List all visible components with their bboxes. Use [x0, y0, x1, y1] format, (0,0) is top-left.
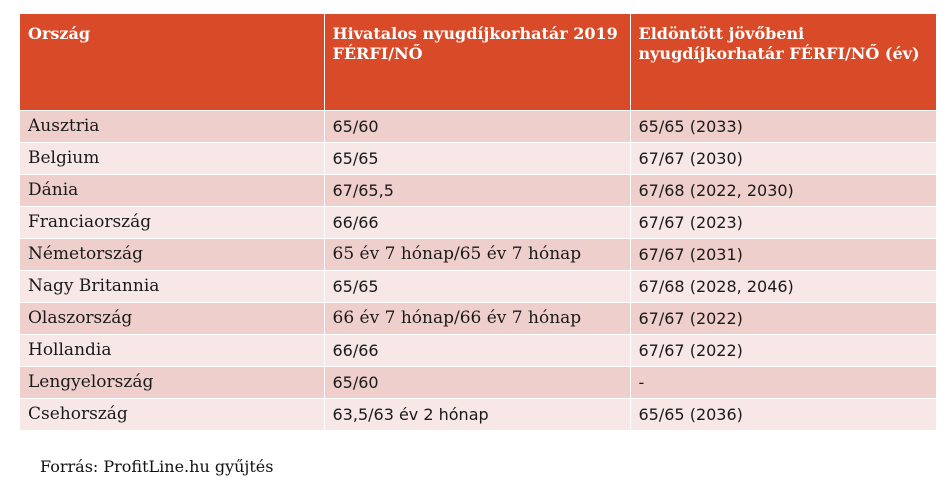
cell-official-age: 65/60: [324, 366, 630, 398]
retirement-age-table: [20, 14, 936, 430]
header-future-age: Eldöntött jövőbeni nyugdíjkorhatár FÉRFI/NŐ (év): [630, 14, 936, 110]
cell-future-age: 65/65 (2036): [630, 398, 936, 430]
cell-country: Csehország: [20, 398, 324, 430]
source-note: Forrás: ProfitLine.hu gyűjtés: [40, 457, 274, 476]
table-header-row: [20, 14, 936, 110]
table-row: [20, 270, 936, 302]
cell-official-age: 65/65: [324, 142, 630, 174]
cell-official-age: 66/66: [324, 334, 630, 366]
cell-future-age: 65/65 (2033): [630, 110, 936, 142]
cell-future-age: 67/68 (2028, 2046): [630, 270, 936, 302]
cell-future-age: 67/67 (2031): [630, 238, 936, 270]
cell-future-age: 67/67 (2022): [630, 302, 936, 334]
table-row: [20, 238, 936, 270]
cell-future-age: 67/68 (2022, 2030): [630, 174, 936, 206]
table-row: [20, 174, 936, 206]
table-row: [20, 366, 936, 398]
cell-future-age: 67/67 (2022): [630, 334, 936, 366]
cell-country: Hollandia: [20, 334, 324, 366]
cell-official-age: 65/65: [324, 270, 630, 302]
cell-official-age: 66 év 7 hónap/66 év 7 hónap: [324, 302, 630, 334]
retirement-age-table-container: [20, 14, 936, 430]
cell-official-age: 65/60: [324, 110, 630, 142]
table-row: [20, 398, 936, 430]
cell-country: Nagy Britannia: [20, 270, 324, 302]
cell-country: Lengyelország: [20, 366, 324, 398]
cell-official-age: 67/65,5: [324, 174, 630, 206]
cell-country: Franciaország: [20, 206, 324, 238]
header-official-age-2019: Hivatalos nyugdíjkorhatár 2019 FÉRFI/NŐ: [324, 14, 630, 110]
cell-official-age: 65 év 7 hónap/65 év 7 hónap: [324, 238, 630, 270]
cell-future-age: -: [630, 366, 936, 398]
cell-country: Olaszország: [20, 302, 324, 334]
header-country: Ország: [20, 14, 324, 110]
table-row: [20, 110, 936, 142]
cell-country: Dánia: [20, 174, 324, 206]
cell-country: Belgium: [20, 142, 324, 174]
table-row: [20, 302, 936, 334]
table-row: [20, 334, 936, 366]
cell-country: Németország: [20, 238, 324, 270]
cell-future-age: 67/67 (2023): [630, 206, 936, 238]
cell-official-age: 63,5/63 év 2 hónap: [324, 398, 630, 430]
table-row: [20, 142, 936, 174]
cell-country: Ausztria: [20, 110, 324, 142]
cell-future-age: 67/67 (2030): [630, 142, 936, 174]
cell-official-age: 66/66: [324, 206, 630, 238]
table-row: [20, 206, 936, 238]
